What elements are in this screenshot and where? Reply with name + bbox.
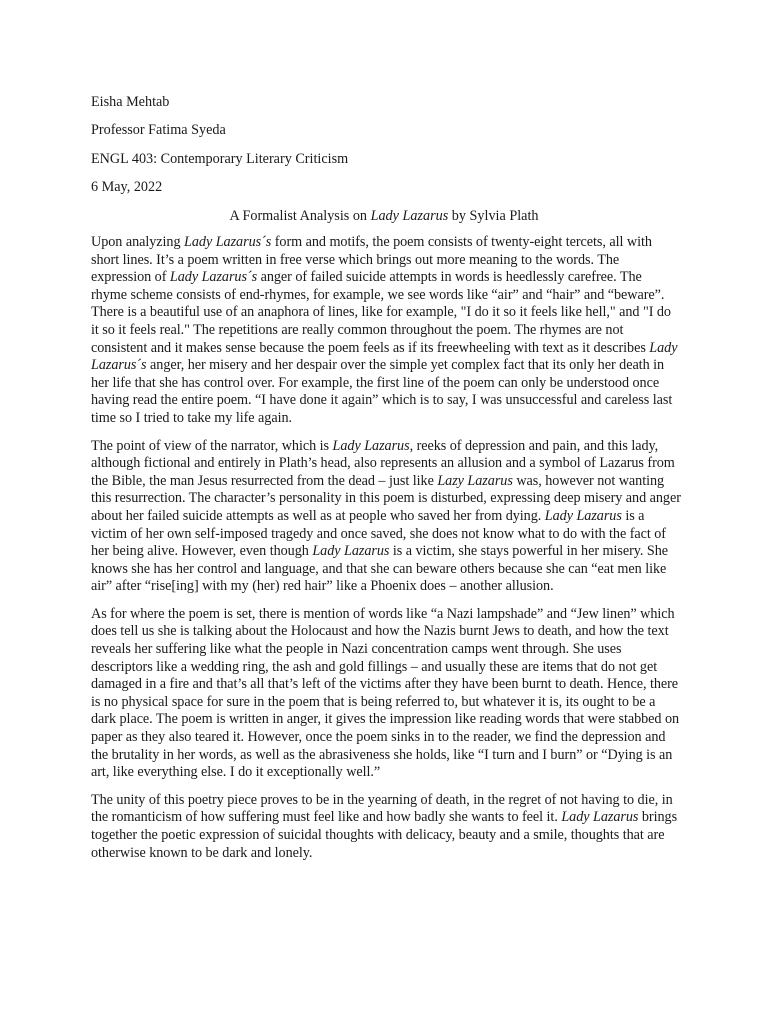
p4-text-1: The unity of this poetry piece proves to be in the yearning of death, in the regret of not having to die, in the romanticism of how suffering must feel like and how badly she wants to feel it. <box>91 791 673 826</box>
author-name: Eisha Mehtab <box>91 94 170 110</box>
p4-emphasis-1: Lady Lazarus <box>561 809 639 826</box>
p1-emphasis-1: Lady Lazarus´s <box>184 234 272 250</box>
p1-text-4: anger, her misery and her despair over the simple yet complex fact that its only her death in her life that she has control over. For example, the first line of the poem can only be understood once having read the entire poem. “I have done it again” which is to say, I was unsuccessful and careless last time so I tried to take my life again. <box>91 357 673 426</box>
p2-text-1: The point of view of the narrator, which is <box>91 437 333 454</box>
p1-text-1: Upon analyzing <box>91 234 185 250</box>
paragraph-unity <box>91 792 681 862</box>
p1-text-2: form and motifs, the poem consists of twenty-eight tercets, all with short lines. It’s a poem written in free verse which brings out more meaning to the words. The expression of <box>91 234 652 286</box>
paragraph-setting: As for where the poem is set, there is mention of words like “a Nazi lampshade” and “Jew linen” which does tell us she is talking about the Holocaust and how the Nazis burnt Jews to death, and how the text reveals her suffering like what the people in Nazi concentration camps went through. She uses descriptors like a wedding ring, the ash and gold fillings – and usually these are items that do not get damaged in a fire and that’s all that’s left of the victims after they have been burnt to death. Hence, there is no physical space for sure in the poem that is being referred to, but whatever it is, its ought to be a dark place. The poem is written in anger, it gives the impression like reading words that were stabbed on paper as they also teared it. However, once the poem sinks in to the reader, we find the depression and the brutality in her words, as well as the abrasiveness she holds, like “I turn and I burn” or “Dying is an art, like everything else. I do it exceptionally well.” <box>91 605 680 781</box>
submission-date: 6 May, 2022 <box>91 179 163 195</box>
p2-text-3: was, however not wanting this resurrection. The character’s personality in this poem is disturbed, expressing deep misery and anger about her failed suicide attempts as well as at people who saved her from dying. <box>91 472 681 524</box>
p2-emphasis-1: Lady Lazarus <box>332 437 410 454</box>
essay-title <box>0 208 768 226</box>
p2-text-5: is a victim, she stays powerful in her misery. She knows she has her control and language, and that she can beware others because she can “eat men like air” after “rise[ing] with my (her) red hair” like a Phoenix does – another allusion. <box>91 543 669 595</box>
essay-body <box>91 234 681 872</box>
p1-text-3: anger of failed suicide attempts in words is heedlessly carefree. The rhyme scheme consists of end-rhymes, for example, we see words like “air” and “hair” and “beware”. There is a beautiful use of an anaphora of lines, like for example, "I do it so it feels like hell," and "I do it so it feels real." The repetitions are really common throughout the poem. The rhymes are not consistent and it makes sense because the poem feels as if its freewheeling with text as it describes <box>91 269 671 356</box>
p2-emphasis-2: Lazy Lazarus <box>437 472 513 489</box>
p2-text-2: , reeks of depression and pain, and this lady, although fictional and entirely in Plath’s head, also represents an allusion and a symbol of Lazarus from the Bible, the man Jesus resurrected from the dead – just like <box>91 437 675 489</box>
title-suffix: by Sylvia Plath <box>448 208 539 224</box>
title-work: Lady Lazarus <box>370 208 449 224</box>
p2-text-4: is a victim of her own self-imposed tragedy and once saved, she does not know what to do with the fact of her being alive. However, even though <box>91 507 666 560</box>
p2-emphasis-4: Lady Lazarus <box>312 543 390 560</box>
p1-emphasis-3: Lady Lazarus´s <box>91 339 678 374</box>
p4-text-2: brings together the poetic expression of suicidal thoughts with delicacy, beauty and a smile, thoughts that are otherwise known to be dark and lonely. <box>91 809 678 861</box>
paragraph-point-of-view <box>91 438 681 596</box>
professor-name: Professor Fatima Syeda <box>91 122 226 138</box>
title-prefix: A Formalist Analysis on <box>229 208 371 224</box>
p2-emphasis-3: Lady Lazarus <box>544 507 622 524</box>
course-name: ENGL 403: Contemporary Literary Criticism <box>91 151 349 167</box>
paragraph-form-and-motifs <box>91 234 681 428</box>
p1-emphasis-2: Lady Lazarus´s <box>169 269 258 286</box>
